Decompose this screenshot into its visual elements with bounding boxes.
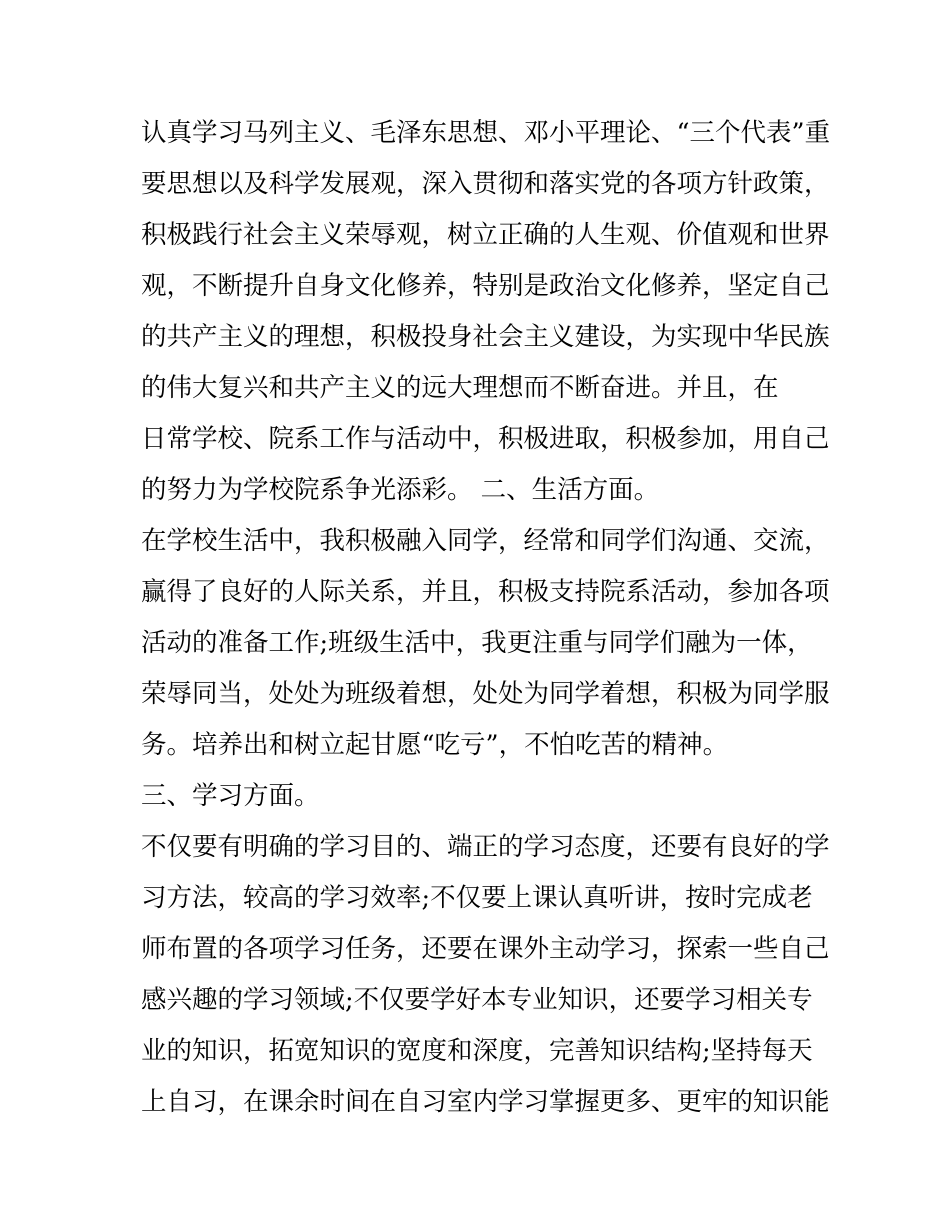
section-heading: 三、学习方面。 <box>141 781 320 811</box>
text-line: 感兴趣的学习领域;不仅要学好本专业知识，还要学习相关专 <box>141 985 813 1015</box>
text-line: 业的知识，拓宽知识的宽度和深度，完善知识结构;坚持每天 <box>141 1036 813 1066</box>
text-line: 上自习，在课余时间在自习室内学习掌握更多、更牢的知识能 <box>141 1087 830 1117</box>
text-line: 日常学校、院系工作与活动中，积极进取，积极参加，用自己 <box>141 424 830 454</box>
text-line: 赢得了良好的人际关系，并且，积极支持院系活动，参加各项 <box>141 577 830 607</box>
text-line: 的努力为学校院系争光添彩。 二、生活方面。 <box>141 475 660 505</box>
text-line: 的共产主义的理想，积极投身社会主义建设，为实现中华民族 <box>141 322 830 352</box>
text-line: 的伟大复兴和共产主义的远大理想而不断奋进。并且，在 <box>141 373 779 403</box>
body-text <box>141 108 831 1128</box>
text-line: 务。培养出和树立起甘愿“吃亏”，不怕吃苦的精神。 <box>141 730 729 760</box>
text-line: 认真学习马列主义、毛泽东思想、邓小平理论、“三个代表”重 <box>141 118 831 148</box>
text-line: 活动的准备工作;班级生活中，我更注重与同学们融为一体， <box>141 628 813 658</box>
text-line: 积极践行社会主义荣辱观，树立正确的人生观、价值观和世界 <box>141 220 830 250</box>
text-line: 要思想以及科学发展观，深入贯彻和落实党的各项方针政策， <box>141 169 830 199</box>
text-line: 习方法，较高的学习效率;不仅要上课认真听讲，按时完成老 <box>141 883 813 913</box>
text-line: 不仅要有明确的学习目的、端正的学习态度，还要有良好的学 <box>141 832 830 862</box>
text-line: 师布置的各项学习任务，还要在课外主动学习，探索一些自己 <box>141 934 830 964</box>
text-line: 观，不断提升自身文化修养，特别是政治文化修养，坚定自己 <box>141 271 830 301</box>
text-line: 在学校生活中，我积极融入同学，经常和同学们沟通、交流， <box>141 526 830 556</box>
text-line: 荣辱同当，处处为班级着想，处处为同学着想，积极为同学服 <box>141 679 830 709</box>
